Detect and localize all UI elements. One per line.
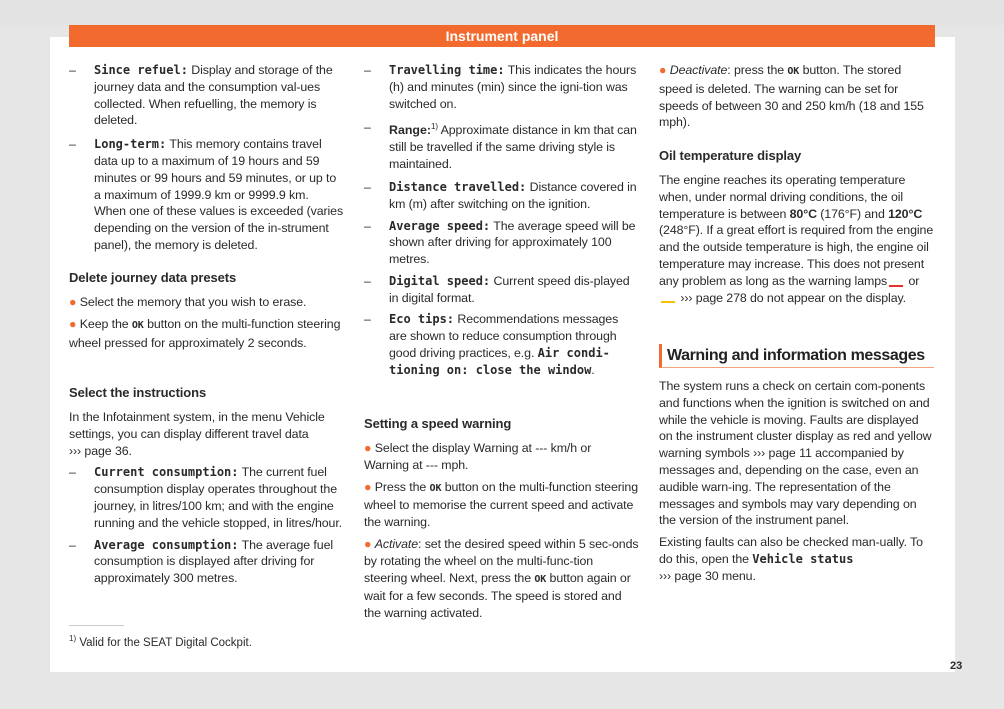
bullet-text: : set the desired speed within 5 sec-onds by rotating the wheel on the multi-func-tion steering wheel. Next, press the [364, 536, 639, 585]
bullet-text: Keep the [79, 316, 132, 331]
eco-message: Air condi-tioning on: close the window [389, 346, 610, 377]
bullet: ● Press the OK button on the multi-function steering wheel to memorise the current speed and activate the warning. [364, 479, 639, 530]
page-link[interactable]: page 30 menu. [671, 568, 756, 583]
para-text: (176°F) and [816, 206, 889, 221]
select-section [69, 385, 344, 587]
page-number: 23 [950, 660, 963, 672]
ok-button-icon: OK [787, 66, 800, 77]
item-text: Display and storage of the journey data and the consumption val-ues collected. When refuelling, the memory is deleted. [94, 63, 333, 128]
para-text: In the Infotainment system, in the menu Vehicle settings, you can display different travel data [69, 410, 325, 441]
term: Travelling time: [389, 63, 505, 77]
list-item: – Digital speed: Current speed dis-played in digital format. [364, 273, 630, 305]
page-header: Instrument panel [69, 25, 935, 47]
list-item: – Eco tips: Recommendations messages are shown to reduce consumption through good driving practices, e.g. Air condi-tioning on: close the window. [364, 312, 619, 377]
col2-list [364, 62, 639, 379]
term: Current consumption: [94, 465, 239, 480]
section-heading: Delete journey data presets [69, 270, 237, 285]
item-text: This memory contains travel data up to a maximum of 19 hours and 59 minutes or 99 hours and 59 minutes, or up to a maximum of 1999.9 km or 9999.9 km. When one of these values is exceeded (varies depending on the version of the in-strument panel), the memory is deleted. [94, 137, 344, 252]
item-text: This indicates the hours (h) and minutes (min) since the igni-tion was switched on. [389, 63, 637, 111]
term: Distance travelled: [389, 179, 527, 194]
bullet-text: Press the [374, 479, 430, 494]
list-item: – Long-term: This memory contains travel data up to a maximum of 19 hours and 59 minutes or 99 hours and 59 minutes, or up to a maximum of 1999.9 km or 9999.9 km. When one of these values is exceeded (varies depending on the version of the in-strument panel), the memory is deleted. [69, 137, 344, 252]
term: Average consumption: [94, 537, 239, 552]
list-item: – Distance travelled: Distance covered in km (m) after switching on the ignition. [364, 179, 637, 211]
bullet-text: button. The stored speed is deleted. The warning can be set for speeds of between 30 and 250 km/h (18 and 155 mph). [659, 63, 924, 130]
bullet-text: button on the multi-function steering wheel to memorise the current speed and activate the warning. [364, 479, 639, 530]
page-link[interactable]: page 36. [81, 443, 132, 458]
deactivate-label: Deactivate [669, 63, 728, 77]
item-text: The average speed will be shown after driving for approximately 100 metres. [389, 218, 636, 267]
para-text: The system runs a check on certain com-ponents and functions when the ignition is switched on and while the vehicle is moving. Faults are displayed on the instrument cluster display as red and yellow warning symbols [659, 379, 932, 461]
arrow-icon: ››› [680, 290, 693, 305]
bullet-text: button again or wait for a few seconds. The speed is stored and the warning activated. [364, 570, 631, 621]
list-item: – Current consumption: The current fuel consumption display operates throughout the journey, in litres/100 km; and with the engine running and the vehicle stopped, in litres/hour. [69, 465, 342, 530]
item-text: Approximate distance in km that can still be travelled if the same driving style is maintained. [389, 123, 637, 172]
bullet-text: : press the [727, 63, 788, 77]
oil-lamp-red-icon [889, 277, 903, 287]
arrow-icon: ››› [753, 446, 766, 461]
bullet: ● Keep the OK button on the multi-function steering wheel pressed for approximately 2 seconds. [69, 316, 341, 350]
bullet-text: button on the multi-function steering wheel pressed for approximately 2 seconds. [69, 316, 341, 350]
item-text: Distance covered in km (m) after switching on the ignition. [389, 179, 637, 211]
footnote-ref: 1) [431, 122, 438, 132]
paragraph [659, 172, 934, 306]
temp-value: 80°C [789, 206, 817, 221]
col1-list-1 [69, 62, 344, 254]
paragraph [659, 378, 934, 529]
oil-lamp-yellow-icon [661, 293, 675, 303]
para-text: or [905, 273, 920, 288]
ok-button-icon: OK [534, 573, 547, 585]
term: Range: [389, 123, 431, 138]
section-heading-warning: Warning and information messages [659, 344, 934, 368]
period: . [591, 362, 595, 377]
bullet-text: Select the memory that you wish to erase. [79, 295, 307, 309]
list-item: – Average consumption: The average fuel consumption is displayed after driving for approximately 300 metres. [69, 537, 334, 586]
item-text: Current speed dis-played in digital format. [389, 273, 630, 305]
item-text: The current fuel consumption display operates throughout the journey, in litres/100 km; and with the engine running and the vehicle stopped, in litres/hour. [94, 465, 342, 530]
delete-section [69, 270, 344, 351]
term: Vehicle status [752, 551, 854, 566]
activate-label: Activate [374, 536, 419, 551]
para-text: (248°F). If a great effort is required from the engine and the outside temperature is high, the engine oil temperature may increase. This does not present any problem as long as the warning lamps [659, 223, 934, 288]
ok-button-icon: OK [131, 319, 144, 331]
list-item: – Average speed: The average speed will be shown after driving for approximately 100 metres. [364, 218, 636, 267]
term: Long-term: [94, 137, 167, 152]
section-heading: Select the instructions [69, 385, 207, 400]
para-text: The engine reaches its operating temperature when, under normal driving conditions, the oil temperature is between [659, 173, 906, 221]
bullet: ● Activate: set the desired speed within 5 sec-onds by rotating the wheel on the multi-func-tion steering wheel. Next, press the OK button again or wait for a few seconds. The speed is stored and the warning activated. [364, 536, 639, 621]
list-item: – Range:$^{1)}$ Approximate distance in km that can still be travelled if the same driving style is maintained. [364, 120, 637, 172]
footnote-text: Valid for the SEAT Digital Cockpit. [79, 636, 252, 649]
bullet: ● Select the display Warning at --- km/h or Warning at --- mph. [364, 441, 592, 472]
term: Average speed: [389, 218, 491, 233]
bullet: ● Select the memory that you wish to erase. [69, 295, 307, 309]
term: Eco tips: [389, 312, 455, 327]
temp-value: 120°C [888, 206, 923, 221]
section-heading: Oil temperature display [659, 148, 802, 163]
deactivate-bullet: ● Deactivate: press the OK button. The stored speed is deleted. The warning can be set for speeds of between 30 and 250 km/h (18 and 155 mph). [659, 63, 924, 130]
term: Digital speed: [389, 273, 491, 288]
paragraph [69, 409, 344, 459]
item-text: Recommendations messages are shown to reduce consumption through good driving practices, e.g. [389, 312, 619, 361]
warning-section [659, 378, 934, 585]
footnote [69, 634, 252, 649]
page-link[interactable]: page 11 accompanied by messages and, depending on the case, even an audible warn-ing. The representation of the messages and symbols may vary depending on the version of the instrument panel. [659, 446, 919, 528]
oil-section [659, 148, 934, 306]
section-heading: Setting a speed warning [364, 416, 512, 431]
ok-button-icon: OK [429, 482, 442, 494]
arrow-icon: ››› [69, 443, 82, 458]
speed-warning-section [364, 416, 639, 622]
term: Since refuel: [94, 63, 188, 77]
bullet-text: Select the display Warning at --- km/h or Warning at --- mph. [364, 441, 592, 472]
arrow-icon: ››› [659, 568, 672, 583]
para-text: Existing faults can also be checked man-ually. To do this, open the [659, 535, 923, 566]
paragraph [659, 534, 934, 584]
page-link[interactable]: page 278 do not appear on the display. [692, 290, 907, 305]
item-text: The average fuel consumption is displayed after driving for approximately 300 metres. [94, 537, 334, 586]
footnote-rule [69, 625, 124, 626]
list-item: – Since refuel: Display and storage of the journey data and the consumption val-ues collected. When refuelling, the memory is deleted. [69, 63, 333, 128]
top-margin [0, 0, 1004, 25]
footnote-mark: 1) [69, 634, 77, 643]
list-item: – Travelling time: This indicates the hours (h) and minutes (min) since the igni-tion was switched on. [364, 63, 637, 111]
